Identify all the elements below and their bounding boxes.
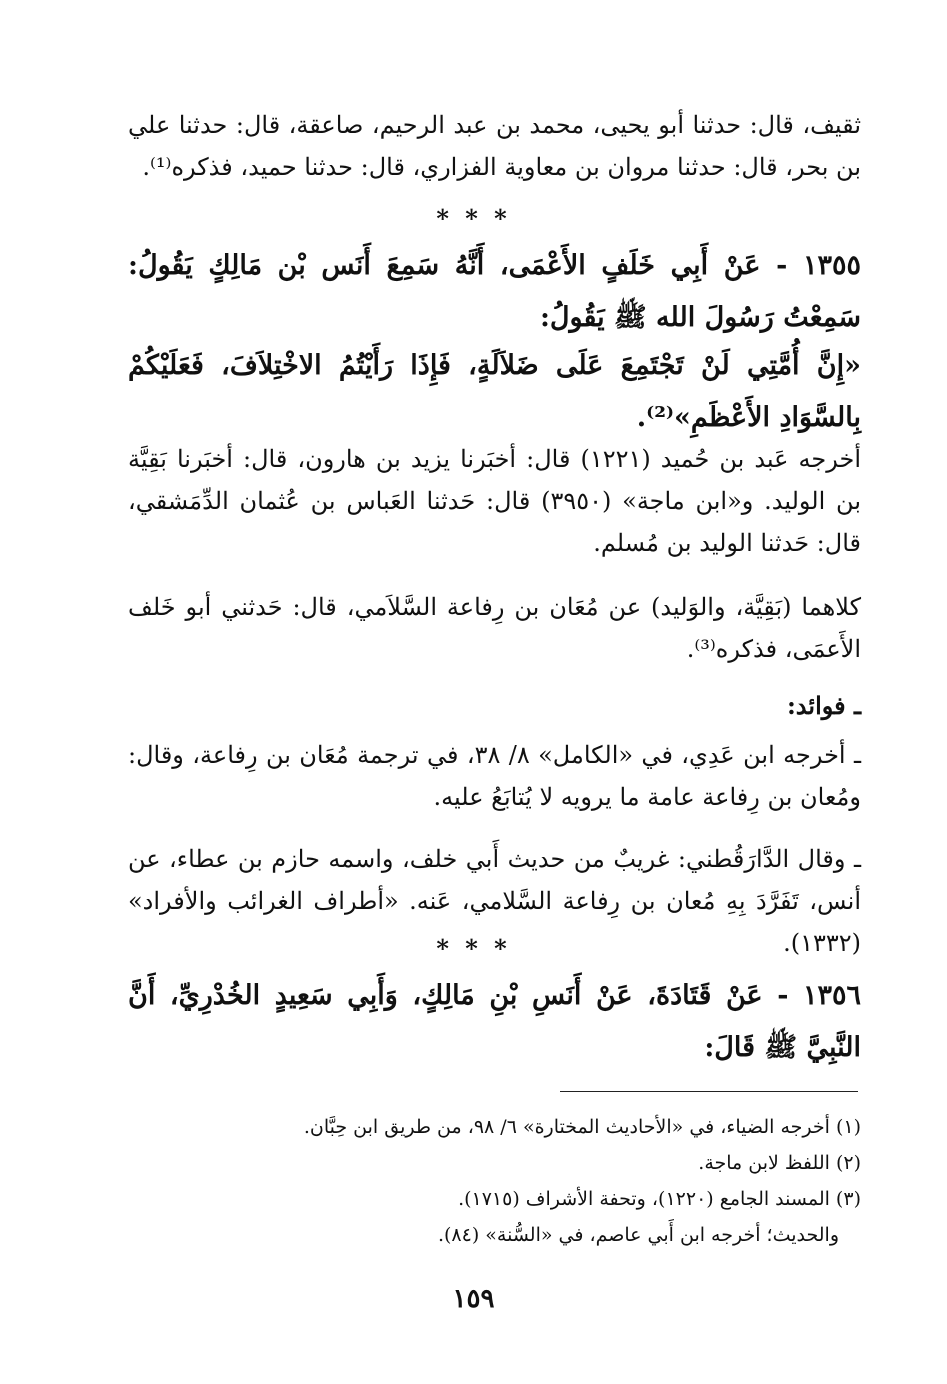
- kilahuma-paragraph: كلاهما (بَقِيَّة، والوَليد) عن مُعَان بن رِفاعة السَّلاَمي، قال: حَدثني أبو خَلف الأَعمَى، فذكره⁽³⁾.: [128, 593, 862, 663]
- hadith-1356-heading: ١٣٥٦ - عَنْ قَتَادَةَ، عَنْ أَنَسِ بْنِ مَالِكٍ، وَأَبِي سَعِيدٍ الخُدْرِيِّ، أَنَّ النَّبِيَّ ﷺ قَالَ:: [128, 980, 861, 1063]
- footnote-3-continuation: والحديث؛ أخرجه ابن أَبي عاصم، في «السُّنة» (٨٤).: [437, 1224, 839, 1246]
- section-separator-2: * * *: [436, 934, 511, 963]
- section-separator: * * *: [436, 204, 511, 233]
- footnote-2: (٢) اللفظ لابن ماجة.: [698, 1152, 861, 1174]
- page-number: ١٥٩: [452, 1284, 495, 1314]
- footnote-1: (١) أخرجه الضياء، في «الأحاديث المختارة» ٦/ ٩٨، من طريق ابن حِبَّان.: [303, 1116, 861, 1138]
- hadith-1355-text: «إِنَّ أُمَّتِي لَنْ تَجْتَمِعَ عَلَى ضَلاَلَةٍ، فَإِذَا رَأَيْتُمُ الاخْتِلاَفَ، فَعَلَيْكُمْ بِالسَّوَادِ الأَعْظَمِ»⁽²⁾.: [128, 350, 861, 433]
- footnote-divider: [560, 1091, 858, 1092]
- fawaid-heading: ـ فوائد:: [786, 691, 861, 720]
- opening-paragraph: ثقيف، قال: حدثنا أبو يحيى، محمد بن عبد الرحيم، صاعقة، قال: حدثنا علي بن بحر، قال: حدثنا مروان بن معاوية الفزاري، قال: حدثنا حميد، فذكره⁽¹⁾.: [128, 111, 861, 181]
- fawaid-item-1: ـ أخرجه ابن عَدِي، في «الكامل» ٨/ ٣٨، في ترجمة مُعَان بن رِفاعة، وقال: ومُعان بن رِفاعة عامة ما يرويه لا يُتابَعُ عليه.: [128, 741, 861, 811]
- hadith-1355-heading: ١٣٥٥ - عَنْ أَبِي خَلَفٍ الأَعْمَى، أَنَّهُ سَمِعَ أَنَس بْن مَالِكٍ يَقُولُ: سَمِعْتُ رَسُولَ الله ﷺ يَقُولُ:: [128, 250, 861, 333]
- fawaid-item-2: ـ وقال الدَّارَقُطني: غريبٌ من حديث أَبي خلف، واسمه حازم بن عطاء، عن أنس، تَفَرَّدَ بِهِ مُعان بن رِفاعة السَّلامي، عَنه. «أطراف الغرائب والأفراد» (١٣٣٢).: [128, 845, 861, 957]
- footnote-3: (٣) المسند الجامع (١٢٢٠)، وتحفة الأشراف (١٧١٥).: [458, 1188, 861, 1210]
- takhrij-paragraph: أخرجه عَبد بن حُميد (١٢٢١) قال: أخبَرنا يزيد بن هارون، قال: أخبَرنا بَقِيَّة بن الوليد. و«ابن ماجة» (٣٩٥٠) قال: حَدثنا العَباس بن عُثمان الدِّمَشقي، قال: حَدثنا الوليد بن مُسلم.: [128, 445, 861, 557]
